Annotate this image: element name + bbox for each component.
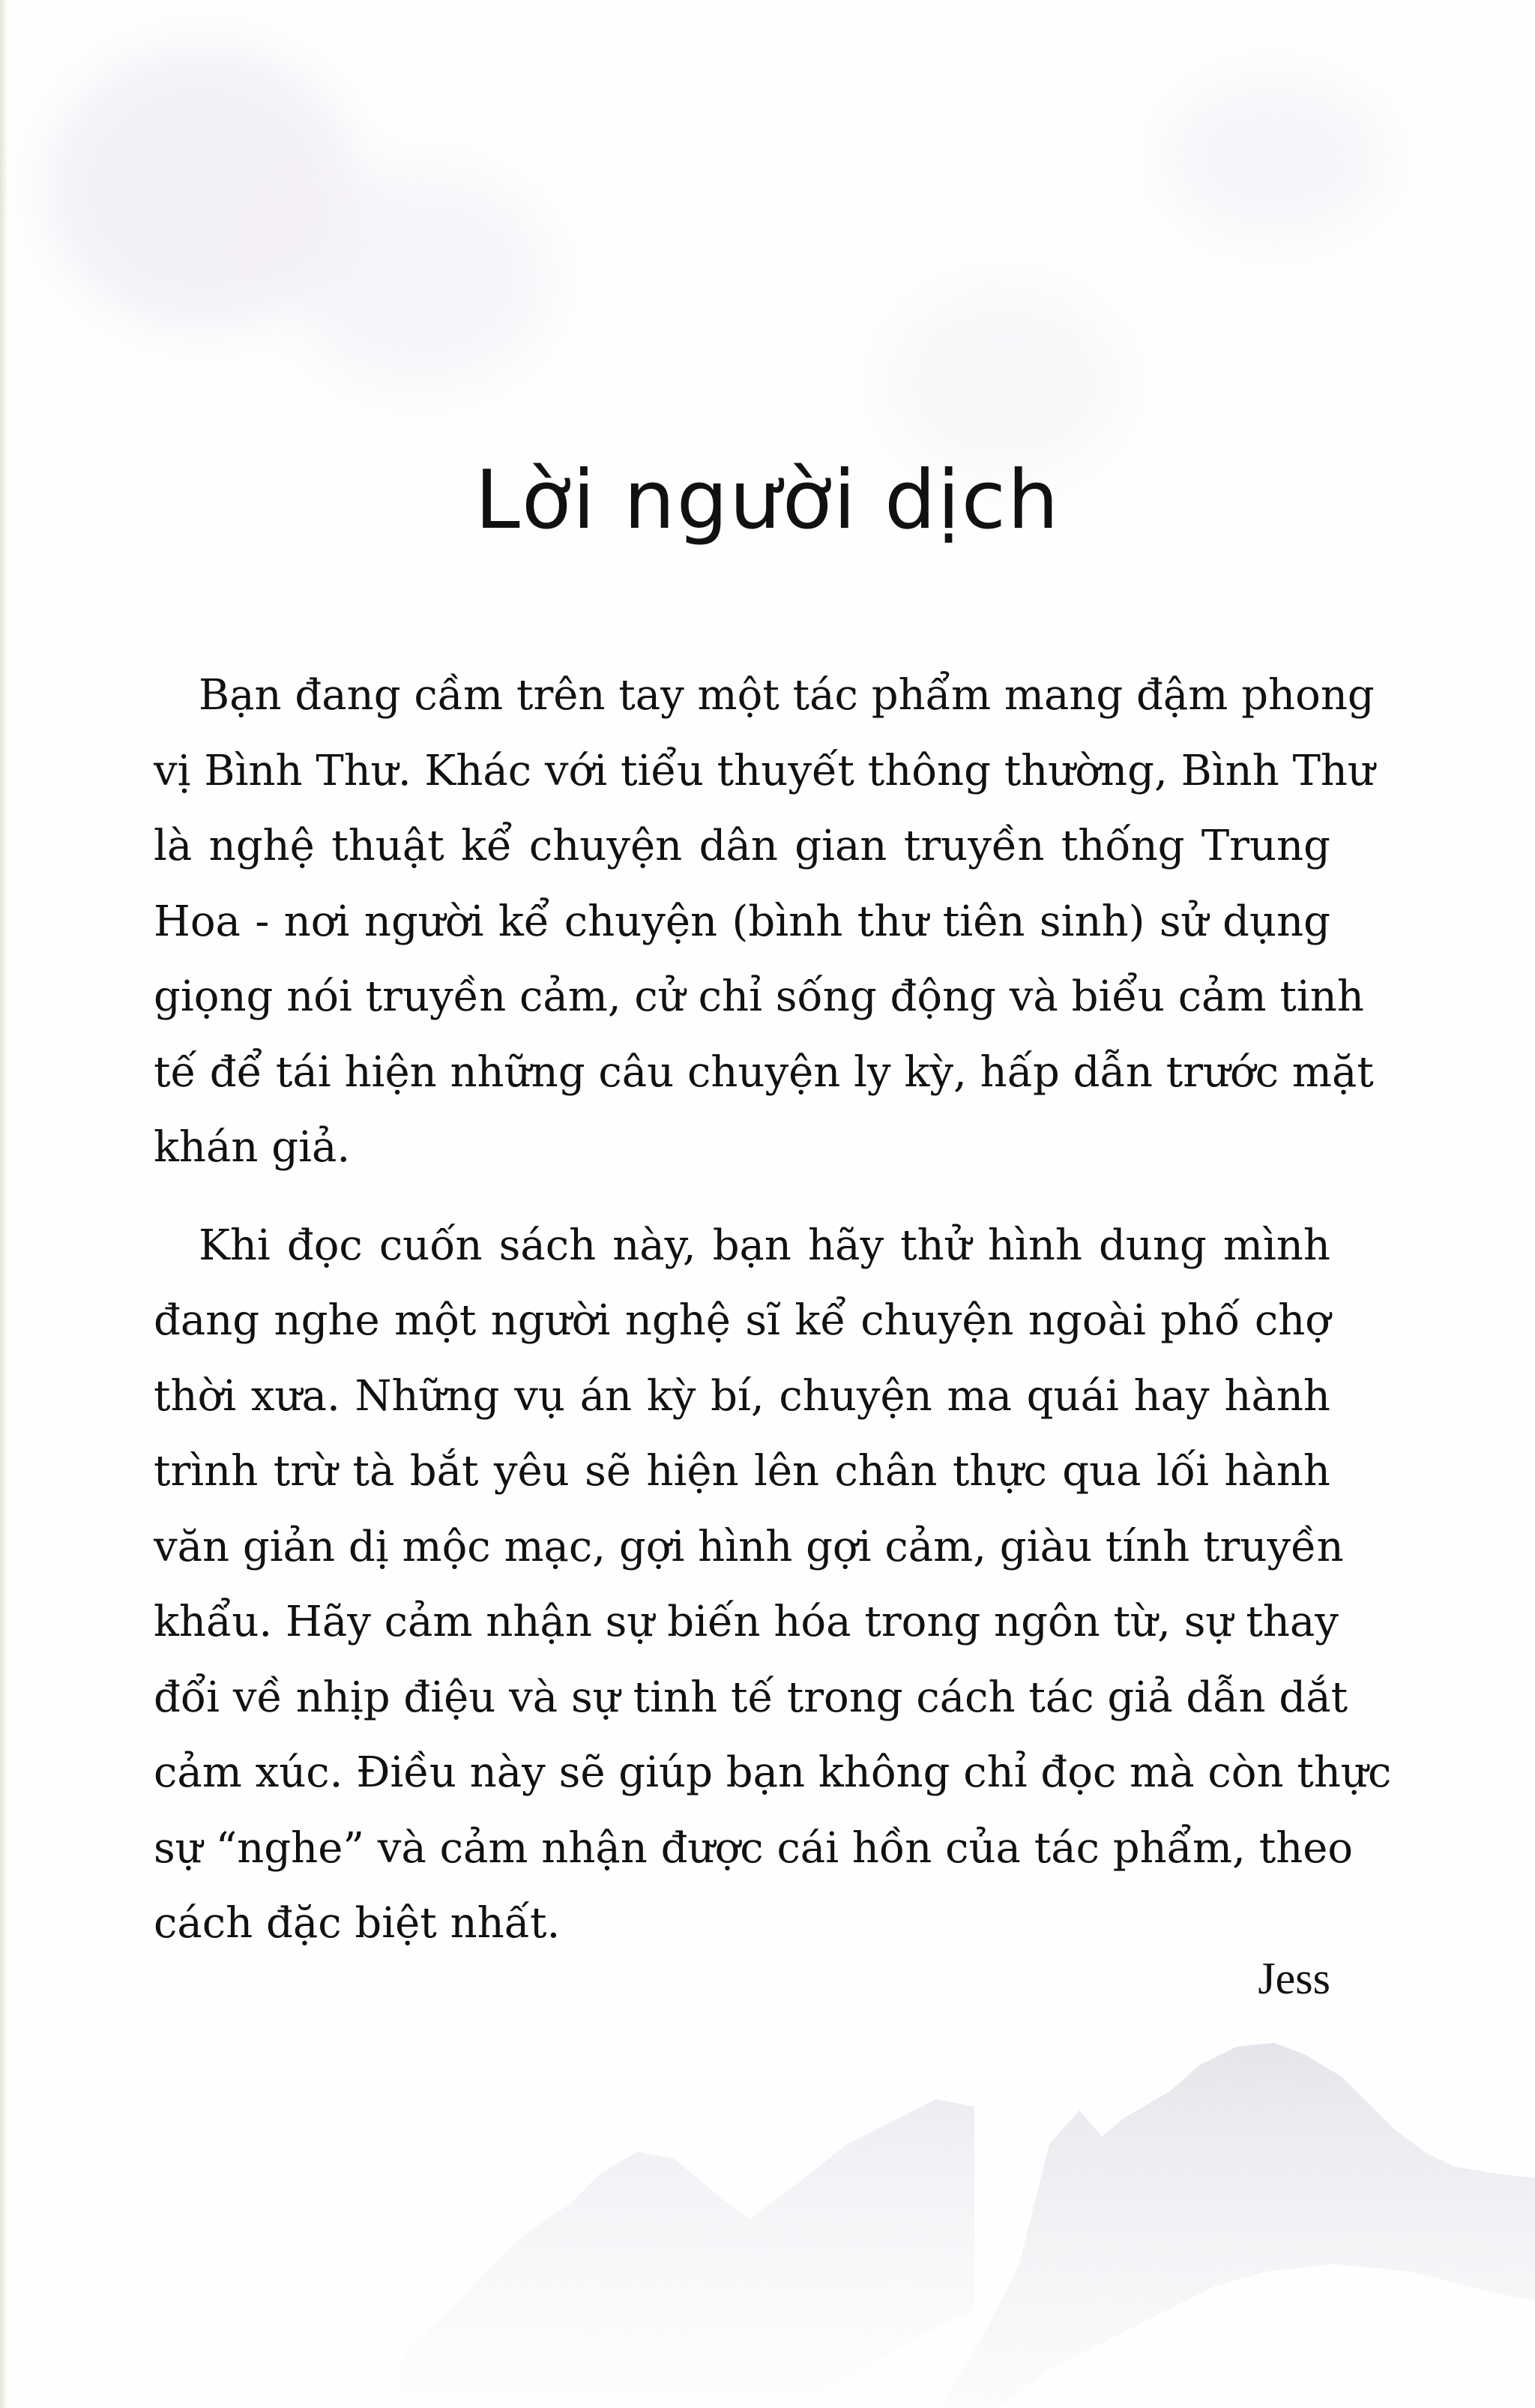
text-line: văn giản dị mộc mạc, gợi hình gợi cảm, giàu tính truyền [154,1522,1344,1571]
paragraph-1 [154,658,1375,1186]
text-line: cách đặc biệt nhất. [154,1899,561,1948]
page-title: Lời người dịch [474,454,1061,547]
text-line: sự “nghe” và cảm nhận được cái hồn của tác phẩm, theo [154,1823,1354,1873]
text-line: trình trừ tà bắt yêu sẽ hiện lên chân thực qua lối hành [154,1447,1330,1496]
text-line: tế để tái hiện những câu chuyện ly kỳ, hấp dẫn trước mặt [154,1047,1374,1097]
text-line: thời xưa. Những vụ án kỳ bí, chuyện ma quái hay hành [154,1371,1330,1421]
text-line: cảm xúc. Điều này sẽ giúp bạn không chỉ đọc mà còn thực [154,1748,1392,1797]
text-line: đang nghe một người nghệ sĩ kể chuyện ngoài phố chợ [154,1296,1330,1345]
text-line: Bạn đang cầm trên tay một tác phẩm mang đậm phong [199,671,1375,720]
paragraph-spacer [154,1186,1330,1208]
text-line: Hoa - nơi người kể chuyện (bình thư tiên sinh) sử dụng [154,897,1330,946]
mist-watermark [884,285,1124,480]
mountain-ink-wash-illustration [0,1949,1535,2408]
text-line: là nghệ thuật kể chuyện dân gian truyền thống Trung [154,822,1330,870]
text-line: Khi đọc cuốn sách này, bạn hãy thử hình dung mình [199,1220,1330,1270]
text-line: khán giả. [154,1123,351,1172]
translator-note-body [154,658,1392,1962]
paragraph-2 [154,1208,1392,1962]
translator-signature: Jess [1258,1954,1330,2003]
mist-watermark [1162,75,1387,240]
text-line: vị Bình Thư. Khác với tiểu thuyết thông thường, Bình Thư [154,746,1375,795]
mist-watermark [285,165,555,390]
text-line: khẩu. Hãy cảm nhận sự biến hóa trong ngôn từ, sự thay [154,1598,1339,1646]
text-line: đổi về nhịp điệu và sự tinh tế trong cách tác giả dẫn dắt [154,1673,1348,1722]
text-line: giọng nói truyền cảm, cử chỉ sống động và biểu cảm tinh [154,972,1364,1021]
